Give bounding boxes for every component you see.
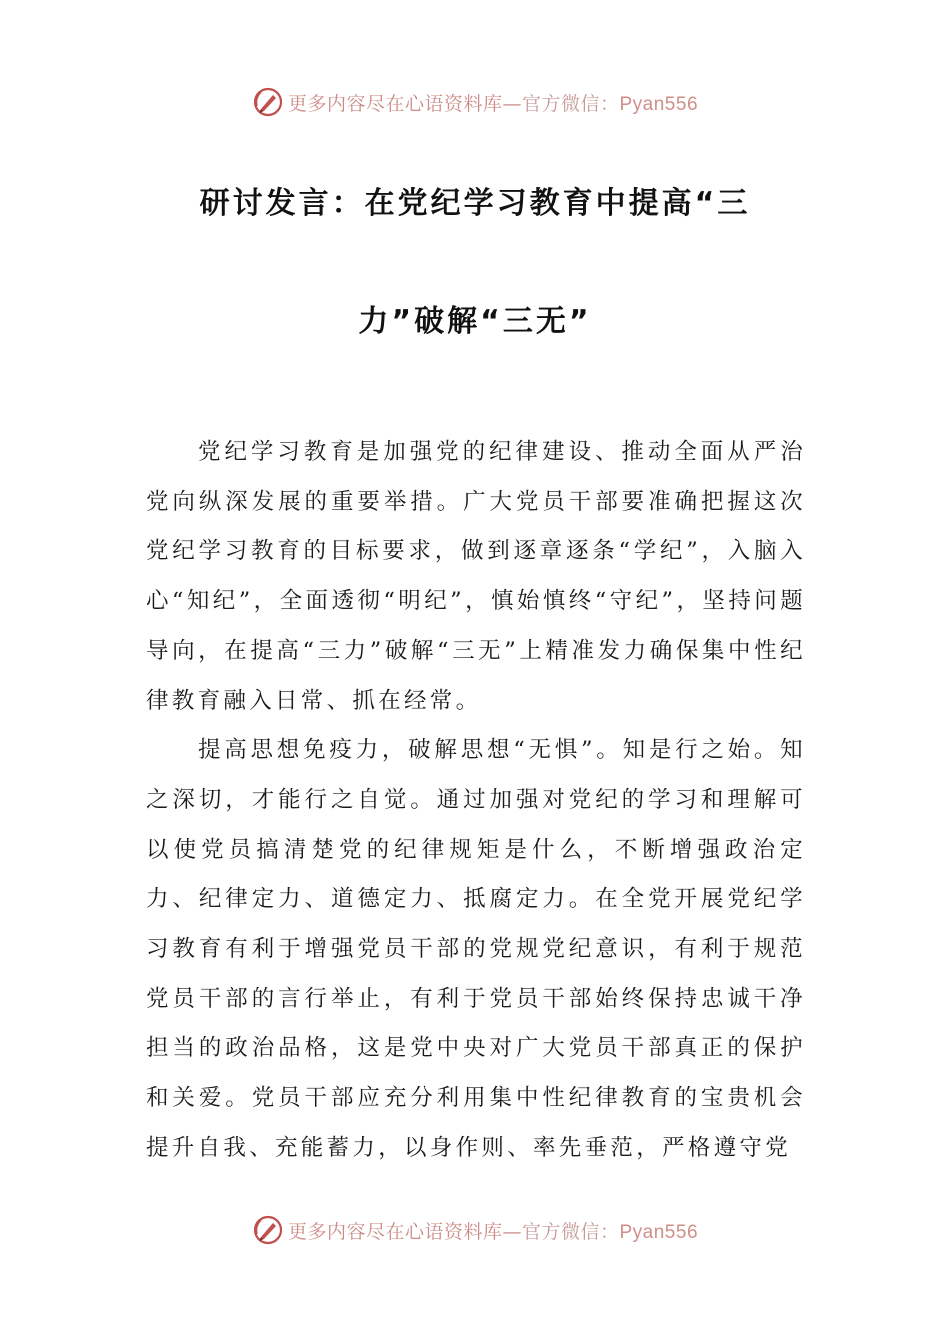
watermark-footer — [0, 1208, 950, 1252]
watermark-text — [288, 1217, 698, 1244]
document-title-line-1: 研讨发言：在党纪学习教育中提高“三 — [199, 186, 751, 221]
pen-circle-logo-icon — [252, 1214, 284, 1246]
document-title-line-2: 力”破解“三无” — [358, 304, 592, 339]
document-body — [146, 428, 806, 1174]
pen-circle-logo-icon — [252, 86, 284, 118]
paragraph-2: 提高思想免疫力，破解思想“无惧”。知是行之始。知之深切，才能行之自觉。通过加强对党纪的学习和理解可以使党员搞清楚党的纪律规矩是什么，不断增强政治定力、纪律定力、道德定力、抵腐定力。在全党开展党纪学习教育有利于增强党员干部的党规党纪意识，有利于规范党员干部的言行举止，有利于党员干部始终保持忠诚干净担当的政治品格，这是党中央对广大党员干部真正的保护和关爱。党员干部应充分利用集中性纪律教育的宝贵机会提升自我、充能蓄力，以身作则、率先垂范，严格遵守党 — [146, 737, 806, 1161]
watermark-wechat-label: 官方微信： — [521, 1220, 620, 1243]
watermark-wechat-id: Pyan556 — [619, 1221, 699, 1243]
watermark-wechat-id: Pyan556 — [619, 93, 699, 115]
watermark-text — [288, 89, 698, 116]
paragraph-1: 党纪学习教育是加强党的纪律建设、推动全面从严治党向纵深发展的重要举措。广大党员干部要准确把握这次党纪学习教育的目标要求，做到逐章逐条“学纪”，入脑入心“知纪”，全面透彻“明纪”，慎始慎终“守纪”，坚持问题导向，在提高“三力”破解“三无”上精准发力确保集中性纪律教育融入日常、抓在经常。 — [146, 439, 806, 714]
watermark-site-text: 更多内容尽在心语资料库— — [287, 1220, 522, 1243]
watermark-wechat-label: 官方微信： — [521, 92, 620, 115]
watermark-site-text: 更多内容尽在心语资料库— — [287, 92, 522, 115]
watermark-header — [0, 80, 950, 124]
